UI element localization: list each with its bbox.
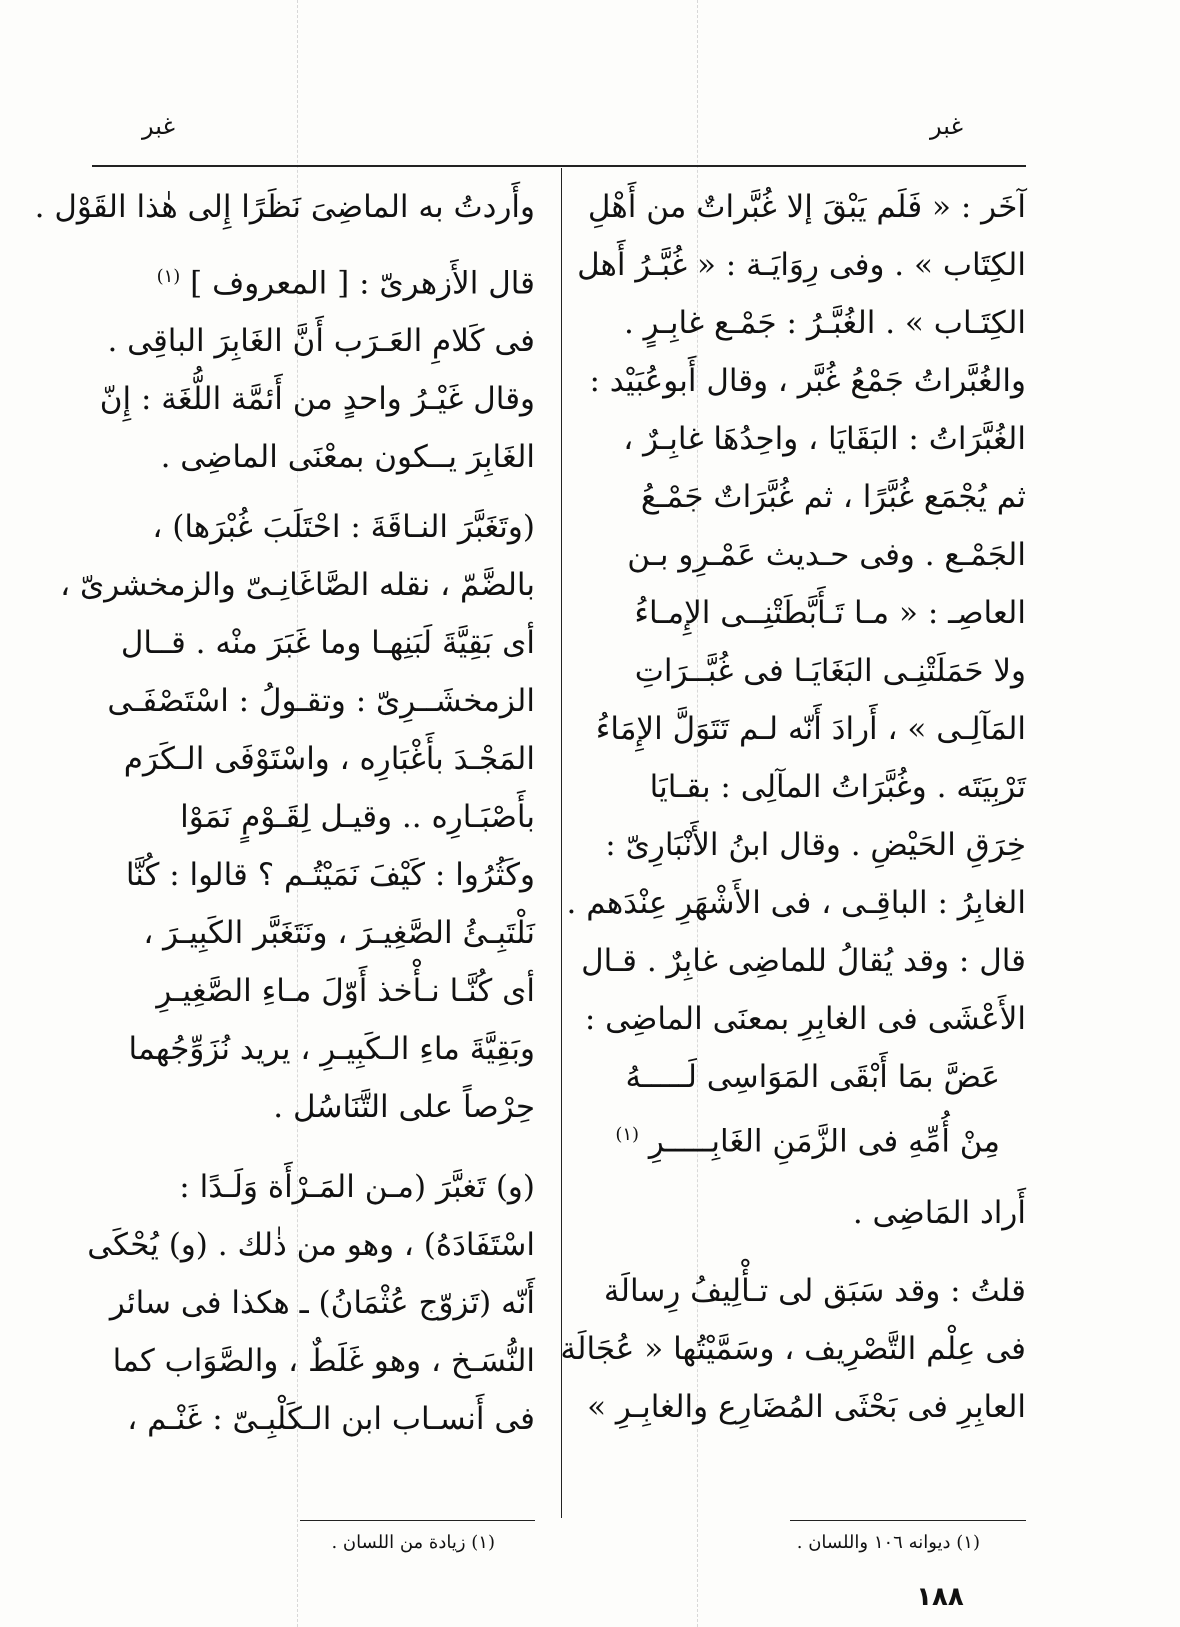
page-number: ١٨٨ (916, 1582, 964, 1612)
text-line (95, 248, 535, 312)
text-line: ثم يُجْمَع غُبَّرًا ، ثم غُبَّرَاتٌ جَمْـعُ (640, 479, 1026, 515)
text-line: اسْتَفَادَهُ) ، وهو من ذٰلك . (و) يُحْكَى (87, 1227, 535, 1264)
text-line: الغابِرُ : الباقِـى ، فى الأَشْهَرِ عِنْدَهم . (566, 885, 1026, 921)
text-line: والغُبَّراتُ جَمْعُ غُبَّر ، وقال أَبوعُبَيْد : (589, 363, 1026, 399)
footnote-marker: (١) (615, 1124, 640, 1145)
text-line: قال : وقد يُقالُ للماضِى غابِرٌ . قـال (581, 943, 1026, 979)
left-column (34, 178, 535, 1448)
text-line: المَجْـدَ بأَغْبَارِه ، واسْتَوْفَى الـكَرَم (123, 741, 535, 778)
text-line: (وتَغَبَّرَ النـاقَةَ : احْتَلَبَ غُبْرَها) ، (152, 509, 535, 546)
text-line: الغَابِرَ يــكون بمعْنَى الماضِى . (160, 439, 535, 476)
text-line: قلتُ : وقد سَبَق لى تـأْلِيفُ رِسالَة (603, 1273, 1026, 1310)
text-line: الكِتَاب » . وفى رِوَايَـة : « غُبَّـرُ أَهل (577, 247, 1026, 283)
text-line: أَراد المَاضِى . (852, 1195, 1026, 1232)
text-line: وكَثُرُوا : كَيْفَ نَمَيْتُـم ؟ قالوا : كُنَّا (125, 857, 535, 894)
footnote-left: (١) زيادة من اللسان . (331, 1532, 495, 1553)
verse-line-1: عَضَّ بمَا أَبْقَى المَوَاسِى لَـــــهُ (625, 1059, 1000, 1095)
text-line: بأَصْبَـارِه .. وقيـل لِقَـوْمٍ نَمَوْا (180, 799, 535, 836)
text-line: الجَمْـع . وفى حـديث عَمْـرِو بـن (627, 537, 1026, 573)
verse-text: مِنْ أُمِّهِ فى الزَّمَنِ الغَابِـــــرِ (648, 1123, 1000, 1160)
footnote-right: (١) ديوانه ١٠٦ واللسان . (796, 1532, 980, 1553)
text-line: بالضَّمّ ، نقله الصَّاغَانِـىّ والزمخشرىّ ، (60, 567, 535, 604)
running-head-left: غبر (142, 112, 176, 140)
text-line: الأَعْشَى فى الغابِرِ بمعنَى الماضِى : (584, 1001, 1026, 1037)
text-line: الغُبَّرَاتُ : البَقَايَا ، واحِدُهَا غابِـرٌ ، (623, 421, 1026, 457)
text-line: ولا حَمَلَتْنِـى البَغَايَـا فى غُبَّــرَاتِ (634, 653, 1026, 689)
text-line: آخَر : « فَلَم يَبْقَ إلا غُبَّراتٌ من أَهْلِ (587, 189, 1026, 225)
text-line: النُّسَـخ ، وهو غَلَطٌ ، والصَّوَاب كما (112, 1343, 535, 1380)
footnote-marker: (١) (156, 266, 181, 287)
column-divider (561, 168, 562, 1518)
text-line: فى كَلامِ العَـرَب أَنَّ الغَابِرَ الباقِى . (107, 323, 535, 360)
text-line: (و) تَغبَّرَ (مـن المَـرْأَة وَلَـدًا : (179, 1169, 535, 1206)
text-line: وأَردتُ به الماضِىَ نَظَرًا إِلى هٰذا القَوْل . (34, 189, 535, 225)
text-line: خِرَقِ الحَيْضِ . وقال ابنُ الأَنْبَارِىّ : (605, 827, 1026, 863)
text-line: حِرْصاً على التَّنَاسُل . (273, 1089, 535, 1126)
text-line: العابِرِ فى بَحْثَى المُضَارِع والغابِـرِ » (587, 1389, 1026, 1426)
text-line: فى أَنسـاب ابن الـكَلْبِـىّ : غَنْـم ، (127, 1401, 535, 1438)
text-line: العاصِـ : « مـا تَـأَبَّطَتْنِــى الإِمـاءُ (634, 595, 1026, 631)
header-rule (92, 165, 1026, 167)
text-line: أى كُنَّـا نـأْخذ أَوّلَ مـاءِ الصَّغِيـرِ (156, 973, 535, 1010)
text-line: أى بَقِيَّةَ لَبَنِهـا وما غَبَرَ منْه . قــال (120, 625, 535, 662)
footnote-rule-left (300, 1520, 535, 1521)
text-line: وبَقِيَّةَ ماءِ الـكَبِيـرِ ، يريد نُزَوِّجُهما (128, 1031, 535, 1068)
text-line: الكِتَـاب » . الغُبَّـرُ : جَمْـع غابِـرٍ . (623, 305, 1026, 341)
text-line: المَآلِـى » ، أَرادَ أَنّه لـم تَتَوَلَّ الإِمَاءُ (595, 711, 1026, 747)
text-line: نَلْتَبِـئُ الصَّغِيـرَ ، ونَتَغَبَّر الكَبِيـرَ ، (143, 915, 535, 952)
text-line: أَنّه (تَزوّج عُثْمَانُ) ـ هكذا فى سائر (109, 1285, 535, 1322)
right-column (560, 178, 1026, 1436)
text-fragment: قال الأَزهرىّ : [ المعروف ] (190, 265, 535, 302)
footnote-rule-right (790, 1520, 1026, 1521)
verse-line-2 (586, 1106, 1026, 1170)
text-line: تَرْبِيَتَه . وغُبَّرَاتُ المآلِى : بقـايَا (649, 769, 1026, 805)
text-line: وقال غَيْـرُ واحدٍ من أَئمَّة اللُّغَة : إِنّ (99, 381, 535, 418)
text-line: فى عِلْم التَّصْرِيف ، وسَمَّيْتُها « عُجَالَة (560, 1331, 1026, 1368)
text-line: الزمخشَــرِىّ : وتقـولُ : اسْتَصْفَـى (107, 683, 535, 720)
running-head-right: غبر (930, 112, 964, 140)
